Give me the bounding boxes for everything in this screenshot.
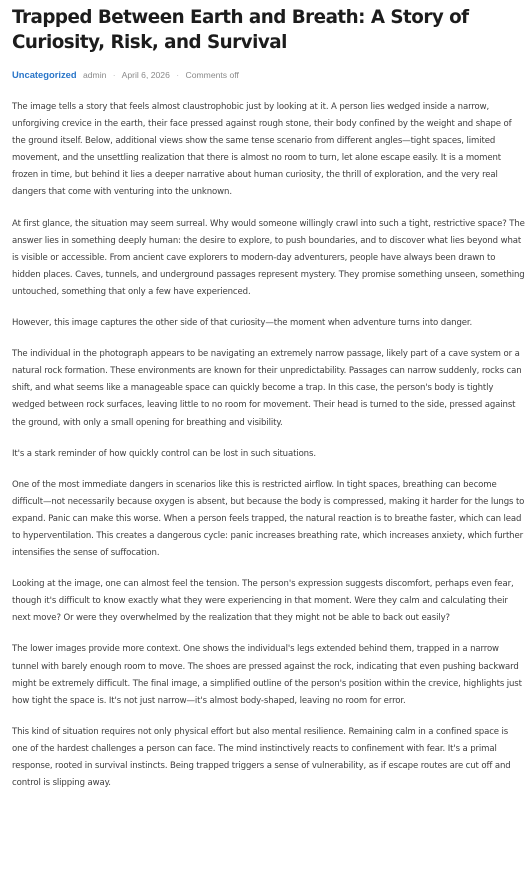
paragraph: The lower images provide more context. One shows the individual's legs extended behind them, trapped in a narrow tunnel with barely enough room to move. The shoes are pressed against the rock, indicating that even pushing backward might be extremely difficult. The final image, a simplified outline of the person's position within the crevice, highlights just how tight the space is. It's not just narrow—it's almost body-shaped, leaving no room for error. [12, 644, 522, 706]
post-title: Trapped Between Earth and Breath: A Story of Curiosity, Risk, and Survival [12, 7, 469, 53]
paragraph: The image tells a story that feels almost claustrophobic just by looking at it. A person lies wedged inside a narrow, unforgiving crevice in the earth, their face pressed against rough stone, their body confined by the weight and shape of the ground itself. Below, additional views show the same tense scenario from different angles—tight spaces, limited movement, and the unsettling realization that there is almost no room to turn, let alone escape easily. It is a moment frozen in time, but behind it lies a deeper narrative about human curiosity, the thrill of exploration, and the very real dangers that come with venturing into the unknown. [12, 102, 512, 198]
author-link[interactable]: admin [83, 70, 107, 80]
comments-status: Comments off [185, 70, 239, 80]
paragraph: However, this image captures the other side of that curiosity—the moment when adventure turns into danger. [12, 318, 473, 329]
post-content [12, 99, 526, 792]
paragraph: One of the most immediate dangers in scenarios like this is restricted airflow. In tight spaces, breathing can become difficult—not necessarily because oxygen is absent, but because the body is compressed, making it harder for the lungs to expand. Panic can make this worse. When a person feels trapped, the natural reaction is to breathe faster, which can lead to hyperventilation. This creates a dangerous cycle: panic increases breathing rate, which increases anxiety, which further intensifies the sense of suffocation. [12, 479, 525, 559]
category-link[interactable]: Uncategorized [12, 69, 77, 80]
paragraph: At first glance, the situation may seem surreal. Why would someone willingly crawl into such a tight, restrictive space? The answer lies in something deeply human: the desire to explore, to push boundaries, and to discover what lies beyond what is visible or accessible. From ancient cave explorers to modern-day adventurers, people have always been drawn to hidden places. Caves, tunnels, and underground passages represent mystery. They promise something unseen, something untouched, something that only a few have experienced. [12, 218, 525, 297]
meta-separator: · [176, 70, 180, 80]
paragraph: Looking at the image, one can almost feel the tension. The person's expression suggests discomfort, perhaps even fear, though it's difficult to know exactly what they were experiencing in that moment. Were they calm and calculating their next move? Or were they overwhelmed by the realization that they might not be able to back out easily? [12, 579, 514, 624]
paragraph: This kind of situation requires not only physical effort but also mental resilience. Remaining calm in a confined space is one of the hardest challenges a person can face. The mind instinctively reacts to confinement with fear. It's a primal response, rooted in survival instincts. Being trapped triggers a sense of vulnerability, as if escape routes are cut off and control is slipping away. [12, 726, 511, 789]
meta-separator: · [112, 70, 116, 80]
paragraph: The individual in the photograph appears to be navigating an extremely narrow passage, likely part of a cave system or a natural rock formation. These environments are known for their unpredictability. Passages can narrow suddenly, rocks can shift, and what seems like a manageable space can quickly become a trap. In this case, the person's body is tightly wedged between rock surfaces, leaving little to no room for movement. Their head is turned to the side, pressed against the ground, with only a small opening for breathing and visibility. [12, 349, 522, 428]
post-meta [12, 68, 526, 82]
paragraph: It's a stark reminder of how quickly control can be lost in such situations. [12, 448, 316, 459]
post-date[interactable]: April 6, 2026 [121, 70, 170, 80]
